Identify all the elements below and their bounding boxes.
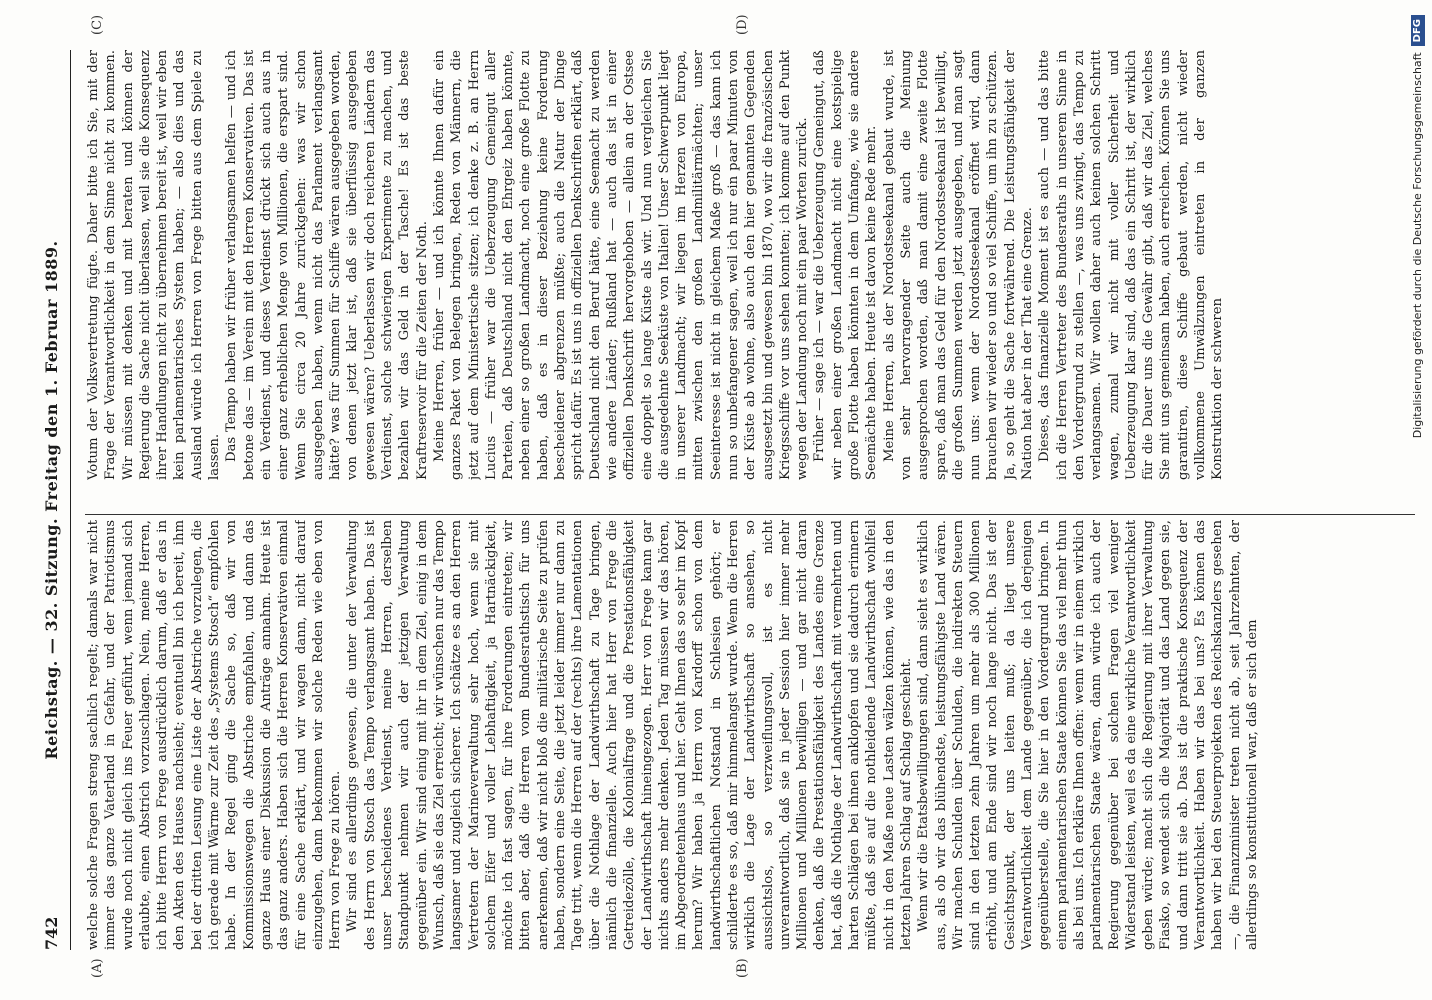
right-text-column [85,50,1415,480]
margin-marker-d: (D) [735,14,750,35]
paragraph: Votum der Volksvertretung fügte. Daher bitte ich Sie, mit der Frage der Verantwortlichkeit in dem Sinne nicht zu kommen. Wir müssen mit denken und mit beraten und können der Regierung die Sache nicht überlassen, weil sie die Konsequenz ihrer Handlungen nicht zu übernehmen bereit ist, weil wir eben kein parlamentarisches System haben; — also dies und das Ausland würde ich Herren von Frege bitten aus dem Spiele zu lassen. [86,50,223,480]
paragraph: welche solche Fragen streng sachlich regelt; damals war nicht immer das ganze Vaterland in Gefahr, und der Patriotismus wurde noch nicht gleich ins Feuer geführt, wenn jemand sich erlaubte, einen Abstrich vorzuschlagen. Nein, meine Herren, ich bitte Herrn von Frege ausdrücklich darum, daß er das in den Akten des Hauses nachsieht; eventuell bin ich bereit, ihm bei der dritten Lesung eine Liste der Abstriche vorzulegen, die ich gerade mit Wärme zur Zeit des „Systems Stosch“ empfohlen habe. In der Regel ging die Sache so, daß wir von Kommissionswegen die Abstriche empfahlen, und dann das ganze Haus einer Diskussion die Anträge annahm. Heute ist das ganz anders. Haben sich die Herren Konservativen einmal für eine Sache erklärt, und wir wagen dann, nicht darauf einzugehen, dann bekommen wir solche Reden wie eben von Herrn von Frege zu hören. [86,520,344,950]
running-head [40,50,64,950]
paragraph: Meine Herren, als der Nordostseekanal gebaut wurde, ist von sehr hervorragender Seite auch die Meinung ausgesprochen worden, daß man damit eine zweite Flotte spare, daß man das Geld für den Nordostseekanal ist bewilligt, die großen Summen werden jetzt ausgegeben, und man sagt nun uns: wenn der Nordostseekanal eröffnet wird, dann brauchen wir wieder so und so viel Schiffe, um ihn zu schützen. Ja, so geht die Sache fortwährend. Die Leistungsfähigkeit der Nation hat aber in der That eine Grenze. [881,50,1036,480]
margin-marker-c: (C) [90,14,105,35]
column-divider [85,514,1415,515]
header-rule [70,50,71,950]
digitization-note: Digitalisierung gefördert durch die Deutsche Forschungsgemeinschaft [1411,52,1424,439]
dfg-logo: DFG [1411,15,1425,46]
paragraph: Früher — sage ich — war die Ueberzeugung Gemeingut, daß wir neben einer großen Landmacht nicht eine kostspielige große Flotte haben könnten in dem Umfange, wie sie andere Seemächte haben. Heute ist davon keine Rede mehr. [812,50,880,480]
page-title: Reichstag. — 32. Sitzung. Freitag den 1. Februar 1889. [42,240,61,760]
paragraph: Meine Herren, früher — und ich könnte Ihnen dafür ein ganzes Paket von Belegen bringen, Reden von Männern, die jetzt auf dem Ministertische sitzen; ich denke z. B. an Herrn Lucius — früher war die Ueberzeugung Gemeingut aller Parteien, daß Deutschland nicht den Ehrgeiz haben könnte, neben einer so großen Landmacht, noch eine große Flotte zu haben, daß es in dieser Beziehung keine Forderung bescheidener abgrenzen müßte; auch die Natur der Dinge spricht dafür. Es ist uns in offiziellen Denkschriften erklärt, daß Deutschland nicht den Beruf hätte, eine Seemacht zu werden wie andere Länder; Rußland hat — auch das ist in einer offiziellen Denkschrift hervorgehoben — allein an der Ostsee eine doppelt so lange Küste als wir. Und nun vergleichen Sie die ausgedehnte Seeküste von Italien! Unser Schwerpunkt liegt in unserer Landmacht; wir liegen im Herzen von Europa, mitten zwischen den großen Landmilitärmächten; unser Seeinteresse ist nicht in gleichem Maße groß — das kann ich nun so unbefangener sagen, weil ich nur ein paar Minuten von der Küste ab wohne, also auch den hier genannten Gegenden ausgesetzt bin und gewesen bin 1870, wo wir die französischen Kriegsschiffe vor uns sehen konnten; ich komme auf den Punkt wegen der Landung noch mit ein paar Worten zurück. [431,50,811,480]
digitization-credit [1408,15,1428,985]
paragraph: Dieses, das finanzielle Moment ist es auch — und das bitte ich die Herren Vertreter des Bundesraths in unserem Sinne in den Vordergrund zu stellen —, was uns zwingt, das Tempo zu verlangsamen. Wir wollen daher auch keinen solchen Schritt wagen, zumal wir nicht mit voller Sicherheit und Ueberzeugung klar sind, daß das ein Schritt ist, der wirklich für die Dauer uns die Gewähr gibt, daß wir das Ziel, welches Sie mit uns gemeinsam haben, auch erreichen. Können Sie uns garantiren, diese Schiffe gebaut werden, nicht wieder vollkommene Umwälzungen eintreten in der ganzen Konstruktion der schweren [1037,50,1226,480]
paragraph: Das Tempo haben wir früher verlangsamen helfen — und ich betone das — im Verein mit den Herren Konservativen. Das ist ein Verdienst, und dieses Verdienst drückt sich auch aus in einer ganz erheblichen Menge von Millionen, die erspart sind. Wenn Sie circa 20 Jahre zurückgehen: was wir schon ausgegeben haben, wenn nicht das Parlament verlangsamt hätte? was für Summen für Schiffe wären ausgegeben worden, von denen jetzt klar ist, daß sie überflüssig ausgegeben gewesen wären? Ueberlassen wir doch reicheren Ländern das Verdienst, solche schwierigen Experimente zu machen, und bezahlen wir das Geld in der Tasche! Es ist das beste Kraftreservoir für die Zeiten der Noth. [224,50,430,480]
left-text-column [85,520,1415,950]
paragraph: Wir sind es allerdings gewesen, die unter der Verwaltung des Herrn von Stosch das Tempo verlangsamt haben. Das ist unser bescheidenes Verdienst, meine Herren, derselben Standpunkt nehmen wir auch der jetzigen Verwaltung gegenüber ein. Wir sind einig mit ihr in dem Ziel, einig in dem Wunsch, daß sie das Ziel erreicht; wir wünschen nur das Tempo langsamer und zugleich sicherer. Ich schätze es an den Herren Vertretern der Marineverwaltung sehr hoch, wenn sie mit solchem Eifer und voller Lebhaftigkeit, ja Hartnäckigkeit, möchte ich fast sagen, für ihre Forderungen eintreten; wir bitten aber, daß die Herren vom Bundesrathstisch für uns anerkennen, daß wir nicht bloß die militärische Seite zu prüfen haben, sondern eine Seite, die jetzt leider immer nur dann zu Tage tritt, wenn die Herren auf der (rechts) ihre Lamentationen über die Nothlage der Landwirthschaft zu Tage bringen, nämlich die finanzielle. Auch hier hat Herr von Frege die Getreidezölle, die Kolonialfrage und die Prestationsfähigkeit der Landwirthschaft hineingezogen. Herr von Frege kann gar nichts anders mehr denken. Jeden Tag müssen wir das hören, im Abgeordnetenhaus und hier. Geht Ihnen das so sehr im Kopf herum? Wir haben ja Herrn von Kardorff schon von dem landwirthschaftlichen Notstand in Schlesien gehört; er schilderte es so, daß mir himmelangst wurde. Wenn die Herren wirklich die Lage der Landwirthschaft so ansehen, so aussichtslos, so verzweiflungsvoll, ist es nicht unverantwortlich, daß sie in jeder Session hier immer mehr Millionen und Millionen bewilligen — und gar nicht daran denken, daß die Prestationsfähigkeit des Landes eine Grenze hat, daß die Nothlage der Landwirthschaft mit vermehrten und harten Schlägen bei ihnen anklopfen und sie dadurch erinnern müßte, daß sie auf die nothleidende Landwirthschaft wohlfeil nicht in den Maße neue Lasten wälzen können, wie das in den letzten Jahren Schlag auf Schlag geschieht. [345,520,914,950]
paragraph: Wenn wir die Etatsbewilligungen sind, dann sieht es wirklich aus, als ob wir das blühendste, leistungsfähigste Land wären. Wir machen Schulden über Schulden, die indirekten Steuern sind in den letzten zehn Jahren um mehr als 300 Millionen erhöht, und am Ende sind wir noch lange nicht. Das ist der Gesichtspunkt, der uns leiten muß; da liegt unsere Verantwortlichkeit dem Lande gegenüber, die ich derjenigen gegenüberstelle, die Sie hier in den Vordergrund bringen. In einem parlamentarischen Staate können Sie das viel mehr thun als bei uns. Ich erkläre Ihnen offen: wenn wir in einem wirklich parlamentarischen Staate wären, dann würde ich auch der Regierung gegenüber bei solchen Fragen viel weniger Widerstand leisten, weil es da eine wirkliche Verantwortlichkeit geben würde; macht sich die Regierung mit ihrer Verwaltung Fiasko, so wendet sich die Majorität und das Land gegen sie, und dann tritt sie ab. Das ist die praktische Konsequenz der Verantwortlichkeit. Haben wir das bei uns? Es können das haben wir bei den Steuerprojekten des Reichskanzlers gesehen —, die Finanzminister treten nicht ab, seit Jahrzehnten, der allerdings so konstitutionell war, daß er sich dem [916,520,1260,950]
margin-marker-a: (A) [90,958,105,978]
margin-marker-b: (B) [735,958,750,978]
page-number: 742 [42,916,61,950]
